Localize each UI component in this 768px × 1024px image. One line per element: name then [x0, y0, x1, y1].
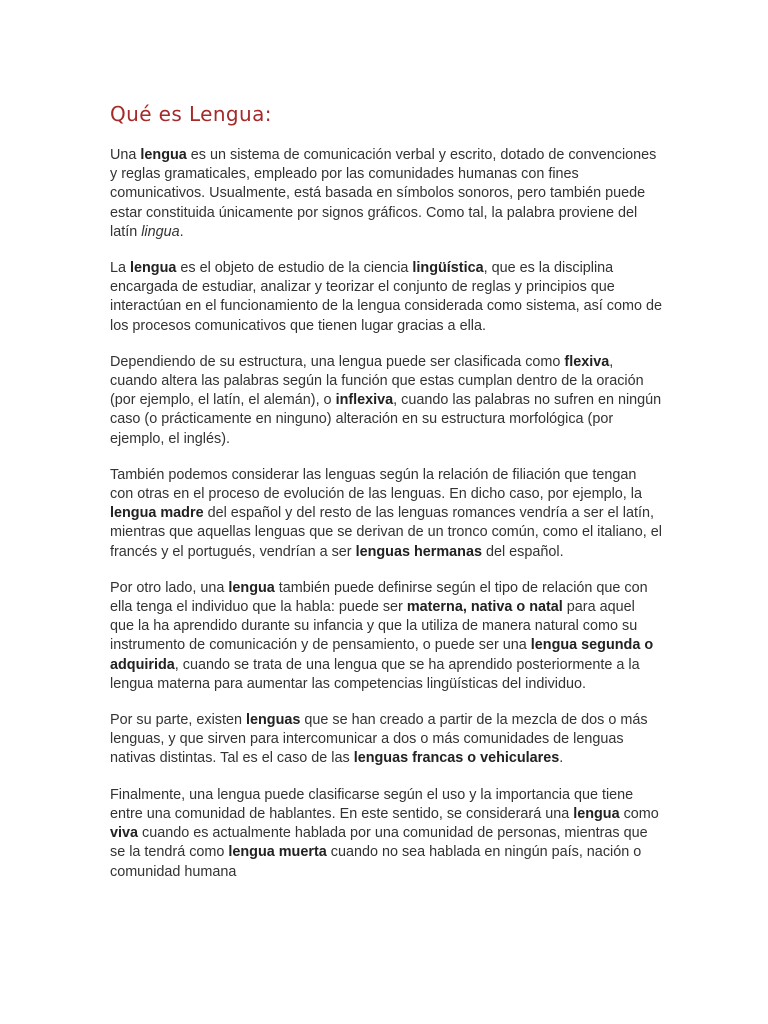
bold-term: lengua [228, 579, 275, 596]
text-run: , cuando altera las palabras según la función que estas cumplan dentro de la oración (por ejemplo, el latín, el alemán), o [110, 353, 644, 409]
text-run: , cuando se trata de una lengua que se ha aprendido posteriormente a la lengua materna para aumentar las competencias lingüísticas del individuo. [110, 656, 640, 692]
text-run: del español. [481, 543, 564, 560]
bold-term: lengua [140, 147, 187, 163]
italic-term: lingua [141, 223, 180, 240]
text-run: cuando es actualmente hablada por una comunidad de personas, mientras que se la tendrá como [110, 825, 648, 861]
bold-term: lengua segunda o adquirida [110, 637, 654, 673]
bold-term: inflexiva [335, 392, 394, 409]
paragraph [110, 711, 662, 769]
bold-term: flexiva [564, 353, 610, 370]
bold-term: lenguas [245, 712, 301, 729]
text-run: también puede definirse según el tipo de relación que con ella tenga el individuo que la habla: puede ser [110, 579, 648, 616]
text-run: como [619, 805, 659, 822]
bold-term: viva [110, 825, 139, 842]
bold-term: lenguas hermanas [355, 543, 482, 560]
paragraph [110, 579, 662, 694]
text-run: del español y del resto de las lenguas romances vendría a ser el latín, mientras que aquellas lenguas que se derivan de un tronco común, como el italiano, el francés y el portugués, vendrían a ser [110, 505, 662, 560]
bold-term: materna, nativa o natal [406, 599, 563, 616]
text-run: es un sistema de comunicación verbal y escrito, dotado de convenciones y reglas gramaticales, empleado por las comunidades humanas con fines comunicativos. Usualmente, está basada en símbolos sonoros, pero también puede estar constituida únicamente por signos gráficos. Como tal, la palabra proviene del latín [110, 147, 657, 240]
text-run: , que es la disciplina encargada de estudiar, analizar y teorizar el conjunto de reglas y principios que interactúan en el funcionamiento de la lengua considerada como sistema, así como de los procesos comunicativos que tienen lugar gracias a ella. [110, 260, 662, 334]
paragraph [110, 786, 662, 882]
text-run: cuando no sea hablada en ningún país, nación o comunidad humana [110, 844, 642, 880]
paragraph [110, 353, 662, 449]
text-run: También podemos considerar las lenguas según la relación de filiación que tengan con otras en el proceso de evolución de las lenguas. En dicho caso, por ejemplo, la [110, 466, 642, 503]
bold-term: lengua madre [110, 505, 204, 522]
text-run: Dependiendo de su estructura, una lengua puede ser clasificada como [110, 353, 565, 370]
text-run: para aquel que la ha aprendido durante su infancia y que la utiliza de manera natural como su instrumento de comunicación y de pensamiento, o puede ser una [110, 599, 638, 654]
bold-term: lingüística [412, 260, 484, 277]
bold-term: lengua [130, 260, 177, 277]
text-run: Una [110, 147, 141, 163]
text-run: , cuando las palabras no sufren en ningún caso (o prácticamente en ninguno) alteración en su estructura morfológica (por ejemplo, el inglés). [110, 392, 662, 447]
page-title: Qué es Lengua: [110, 102, 272, 126]
text-run: Finalmente, una lengua puede clasificarse según el uso y la importancia que tiene entre una comunidad de hablantes. En este sentido, se considerará una [110, 786, 634, 822]
text-run: Por su parte, existen [110, 712, 246, 729]
text-run: que se han creado a partir de la mezcla de dos o más lenguas, y que sirven para intercomunicar a dos o más comunidades de lenguas nativas distintas. Tal es el caso de las [110, 712, 648, 767]
bold-term: lengua muerta [228, 844, 327, 861]
bold-term: lengua [573, 805, 620, 822]
article-body [110, 146, 662, 899]
bold-term: lenguas francas o vehiculares [353, 750, 560, 767]
text-run: Por otro lado, una [110, 579, 229, 596]
text-run: . [179, 223, 184, 240]
paragraph [110, 146, 662, 242]
paragraph [110, 259, 662, 336]
paragraph [110, 466, 662, 562]
text-run: . [559, 750, 564, 767]
text-run: La [110, 260, 131, 277]
text-run: es el objeto de estudio de la ciencia [176, 260, 413, 277]
